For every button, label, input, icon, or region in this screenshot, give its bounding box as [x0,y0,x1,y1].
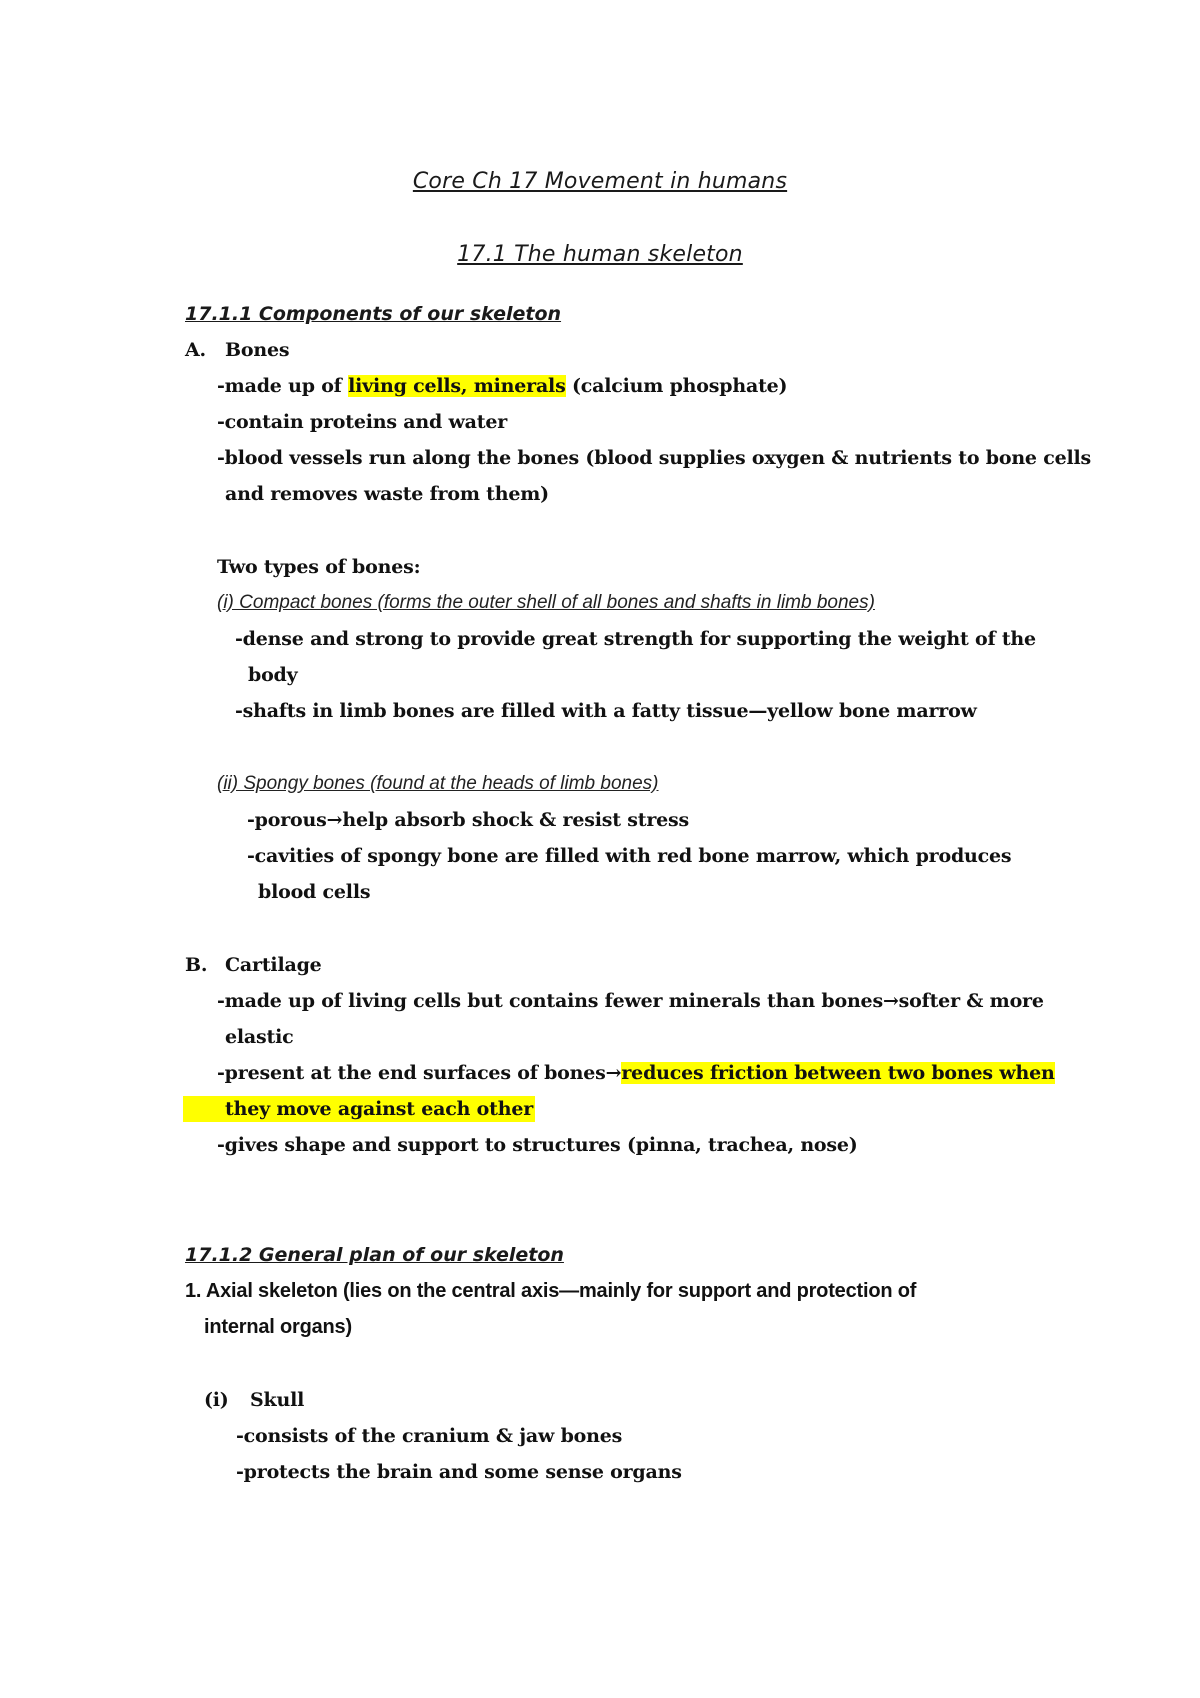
axial-skeleton-line-1: 1. Axial skeleton (lies on the central axis—mainly for support and protection of [185,1280,917,1302]
bones-title: Bones [225,339,290,361]
cartilage-title: Cartilage [225,954,322,976]
compact-line-2: body [248,664,298,686]
spongy-bones-title: (ii) Spongy bones (found at the heads of limb bones) [217,773,659,794]
section-heading-general-plan: 17.1.2 General plan of our skeleton [185,1244,564,1266]
bones-line-1-tail: (calcium phosphate) [565,375,788,397]
highlight-reduces-friction: reduces friction between two bones when [621,1062,1055,1084]
bones-line-1-text: -made up of [217,375,349,397]
compact-bones-title: (i) Compact bones (forms the outer shell of all bones and shafts in limb bones) [217,592,875,613]
cartilage-line-3 [217,1060,1055,1086]
cartilage-heading [185,952,322,978]
document-title: Core Ch 17 Movement in humans [412,169,788,194]
bones-label: A. [185,339,206,361]
spongy-line-1: -porous→help absorb shock & resist stress [247,809,690,831]
skull-line-1: -consists of the cranium & jaw bones [236,1425,623,1447]
cartilage-label: B. [185,954,208,976]
skull-heading [204,1387,304,1413]
cartilage-line-5: -gives shape and support to structures (pinna, trachea, nose) [217,1134,858,1156]
highlight-living-cells: living cells, minerals [348,375,566,397]
bones-line-3: -blood vessels run along the bones (blood supplies oxygen & nutrients to bone cells [217,447,1092,469]
skull-title: Skull [250,1389,305,1411]
cartilage-line-3-text: -present at the end surfaces of bones→ [217,1062,622,1084]
bones-line-2: -contain proteins and water [217,411,508,433]
spongy-line-2: -cavities of spongy bone are filled with red bone marrow, which produces [247,845,1012,867]
compact-line-1: -dense and strong to provide great strength for supporting the weight of the [235,628,1036,650]
cartilage-line-1: -made up of living cells but contains fewer minerals than bones→softer & more [217,990,1044,1012]
document-subtitle: 17.1 The human skeleton [457,242,743,267]
skull-label: (i) [204,1389,229,1411]
bones-heading [185,337,289,363]
cartilage-line-2: elastic [225,1026,294,1048]
section-heading-components: 17.1.1 Components of our skeleton [185,303,562,325]
axial-skeleton-line-2: internal organs) [204,1316,352,1338]
bones-line-1 [217,373,787,399]
highlight-move-against: they move against each other [183,1096,535,1122]
skull-line-2: -protects the brain and some sense organs [236,1461,682,1483]
bones-line-4: and removes waste from them) [225,483,549,505]
spongy-line-3: blood cells [258,881,371,903]
bone-types-intro: Two types of bones: [217,556,421,578]
compact-line-3: -shafts in limb bones are filled with a fatty tissue—yellow bone marrow [235,700,977,722]
